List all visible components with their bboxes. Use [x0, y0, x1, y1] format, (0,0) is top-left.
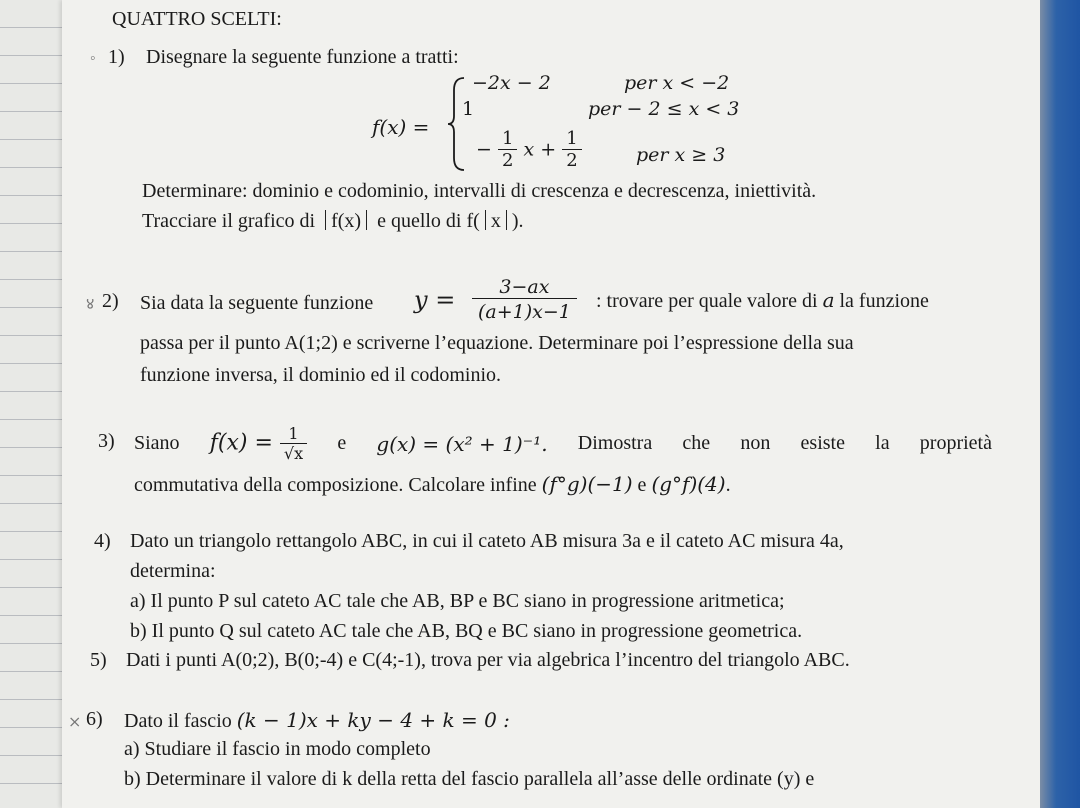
q4-line-2: determina:	[130, 560, 216, 582]
q2-lead: Sia data la seguente funzione	[140, 292, 374, 314]
q1-piece-3-cond: per x ≥ 3	[636, 144, 726, 166]
q3-number: 3)	[98, 430, 115, 452]
q2-line-2: passa per il punto A(1;2) e scriverne l’equazione. Determinare poi l’espressione della sua	[140, 332, 854, 354]
page-title: QUATTRO SCELTI:	[112, 8, 282, 30]
q1-piece-3-expr: − $\frac{1}{2}$ x + $\frac{1}{2}$	[476, 128, 582, 171]
q4-number: 4)	[94, 530, 111, 552]
q1-number: 1)	[108, 46, 125, 68]
pen-mark-q1: ◦	[90, 50, 96, 67]
q2-y-equals: y =	[414, 286, 456, 314]
q6-item-a: a) Studiare il fascio in modo completo	[124, 738, 431, 760]
pen-mark-q6: ⨯	[68, 714, 82, 731]
q1-brace	[446, 76, 468, 172]
q1-prompt: Disegnare la seguente funzione a tratti:	[146, 46, 459, 68]
q1-piece-1-cond: per x < −2	[624, 72, 730, 94]
q2-fraction: $\frac{3-ax}{(a+1)x-1}$	[472, 276, 577, 323]
q2-tail: : trovare per quale valore di a la funzione	[596, 288, 929, 312]
q4-item-b: b) Il punto Q sul cateto AC tale che AB, BQ e BC siano in progressione geometrica.	[130, 620, 803, 642]
q2-line-3: funzione inversa, il dominio ed il codominio.	[140, 364, 502, 386]
q1-piece-2-expr: 1	[462, 98, 475, 120]
pen-mark-q2: ४	[86, 296, 95, 313]
q1-piece-2-cond: per − 2 ≤ x < 3	[588, 98, 740, 120]
q6-item-b: b) Determinare il valore di k della retta del fascio parallela all’asse delle ordinate (y) e	[124, 768, 815, 790]
q2-number: 2)	[102, 290, 119, 312]
q6-lead: Dato il fascio (k − 1)x + ky − 4 + k = 0 :	[124, 708, 510, 732]
q1-instruction-1: Determinare: dominio e codominio, intervalli di crescenza e decrescenza, iniettività.	[142, 180, 817, 202]
q1-instruction-2: Tracciare il grafico di f(x) e quello di f( x ).	[142, 210, 524, 232]
q3-line-1: Siano f(x) = $\frac{1}{√x}$ e g(x) = (x² + 1)⁻¹. Dimostra che non esiste la proprietà	[134, 424, 992, 463]
q3-line-2: commutativa della composizione. Calcolare infine (f°g)(−1) e (g°f)(4).	[134, 472, 731, 496]
q1-function-name: f(x) =	[372, 115, 430, 139]
q5-number: 5)	[90, 649, 107, 671]
blue-folder-edge	[1040, 0, 1080, 808]
q4-item-a: a) Il punto P sul cateto AC tale che AB, BP e BC siano in progressione aritmetica;	[130, 590, 785, 612]
notebook-background	[0, 0, 70, 808]
paper-sheet	[62, 0, 1040, 808]
q6-number: 6)	[86, 708, 103, 730]
q4-line-1: Dato un triangolo rettangolo ABC, in cui il cateto AB misura 3a e il cateto AC misura 4a,	[130, 530, 844, 552]
q5-text: Dati i punti A(0;2), B(0;-4) e C(4;-1), trova per via algebrica l’incentro del triangolo ABC.	[126, 649, 850, 671]
q1-piece-1-expr: −2x − 2	[472, 72, 551, 94]
